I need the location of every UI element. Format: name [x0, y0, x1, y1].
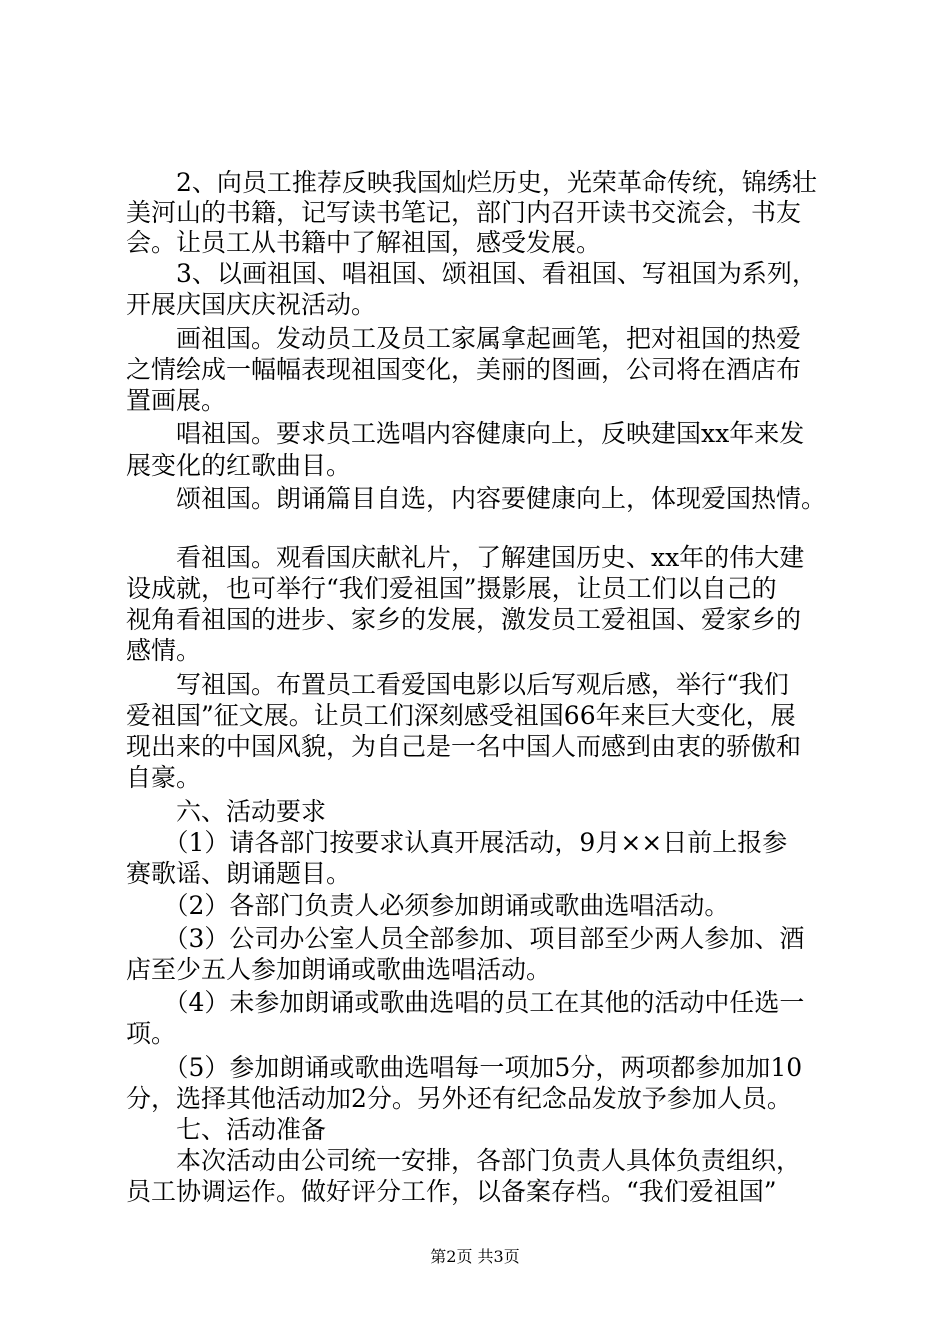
text-line: 展变化的红歌曲目。: [126, 451, 352, 480]
text-line: 画祖国。发动员工及员工家属拿起画笔，把对祖国的热爱: [126, 324, 802, 353]
text-line: 之情绘成一幅幅表现祖国变化，美丽的图画，公司将在酒店布: [126, 355, 802, 384]
text-line: 2、向员工推荐反映我国灿烂历史，光荣革命传统，锦绣壮: [126, 168, 817, 197]
text-line: （3）公司办公室人员全部参加、项目部至少两人参加、酒: [126, 924, 805, 953]
text-line: （2）各部门负责人必须参加朗诵或歌曲选唱活动。: [126, 891, 730, 920]
text-line: 写祖国。布置员工看爱国电影以后写观后感，举行“我们: [126, 670, 789, 699]
text-line: 置画展。: [126, 386, 227, 415]
section-heading: 七、活动准备: [126, 1115, 327, 1144]
text-line: 3、以画祖国、唱祖国、颂祖国、看祖国、写祖国为系列，: [126, 259, 817, 288]
text-line: 现出来的中国风貌，为自己是一名中国人而感到由衷的骄傲和: [126, 732, 802, 761]
text-line: （4）未参加朗诵或歌曲选唱的员工在其他的活动中任选一: [126, 988, 805, 1017]
text-line: 看祖国。观看国庆献礼片，了解建国历史、xx年的伟大建: [126, 543, 805, 572]
text-line: （1）请各部门按要求认真开展活动，9月××日前上报参: [126, 828, 788, 857]
section-heading: 六、活动要求: [126, 797, 327, 826]
text-line: 项。: [126, 1019, 177, 1048]
text-line: 视角看祖国的进步、家乡的发展，激发员工爱祖国、爱家乡的: [126, 605, 802, 634]
text-line: 设成就，也可举行“我们爱祖国”摄影展，让员工们以自己的: [126, 574, 777, 603]
text-line: 唱祖国。要求员工选唱内容健康向上，反映建国xx年来发: [126, 419, 805, 448]
text-line: 分，选择其他活动加2分。另外还有纪念品发放予参加人员。: [126, 1084, 792, 1113]
page-number-footer: 第2页 共3页: [430, 1247, 520, 1266]
text-line: 开展庆国庆庆祝活动。: [126, 290, 377, 319]
text-line: 颂祖国。朗诵篇目自选，内容要健康向上，体现爱国热情。: [126, 484, 827, 513]
text-line: 赛歌谣、朗诵题目。: [126, 859, 352, 888]
text-line: 自豪。: [126, 763, 202, 792]
text-line: （5）参加朗诵或歌曲选唱每一项加5分，两项都参加加10: [126, 1053, 803, 1082]
text-line: 会。让员工从书籍中了解祖国，感受发展。: [126, 228, 602, 257]
text-line: 爱祖国”征文展。让员工们深刻感受祖国66年来巨大变化，展: [126, 701, 796, 730]
text-line: 店至少五人参加朗诵或歌曲选唱活动。: [126, 955, 552, 984]
text-line: 员工协调运作。做好评分工作，以备案存档。“我们爱祖国”: [126, 1177, 777, 1206]
text-line: 本次活动由公司统一安排，各部门负责人具体负责组织，: [126, 1146, 802, 1175]
text-line: 美河山的书籍，记写读书笔记，部门内召开读书交流会，书友: [126, 198, 802, 227]
text-line: 感情。: [126, 636, 202, 665]
